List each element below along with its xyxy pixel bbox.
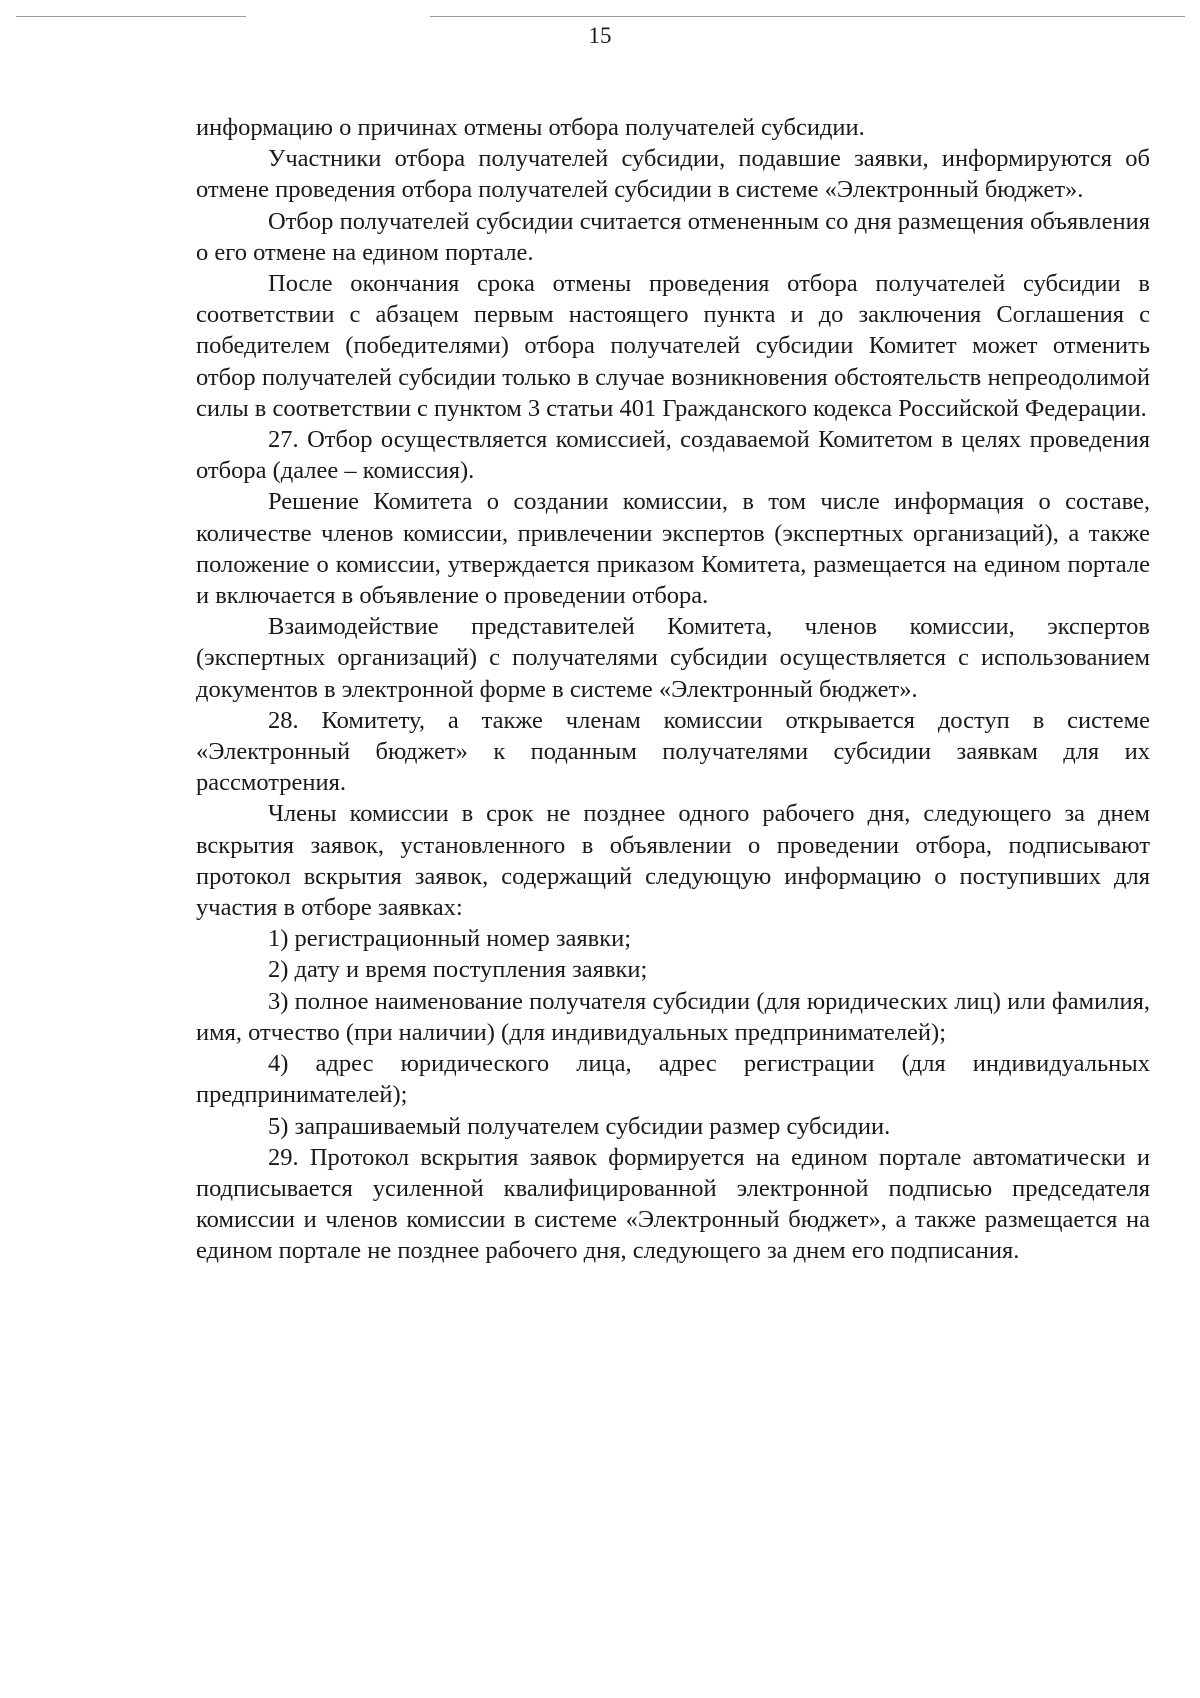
- list-item: 4) адрес юридического лица, адрес регистрации (для индивидуальных предпринимателей);: [196, 1050, 1150, 1109]
- paragraph: 29. Протокол вскрытия заявок формируется на едином портале автоматически и подписывается усиленной квалифицированной электронной подписью председателя комиссии и членов комиссии в системе «Электронный бюджет», а также размещается на едином портале не позднее рабочего дня, следующего за днем его подписания.: [196, 1143, 1150, 1265]
- list-item: 3) полное наименование получателя субсидии (для юридических лиц) или фамилия, имя, отчество (при наличии) (для индивидуальных предпринимателей);: [196, 987, 1150, 1046]
- paragraph: После окончания срока отмены проведения отбора получателей субсидии в соответствии с абзацем первым настоящего пункта и до заключения Соглашения с победителем (победителями) отбора получателей субсидии Комитет может отменить отбор получателей субсидии только в случае возникновения обстоятельств непреодолимой силы в соответствии с пунктом 3 статьи 401 Гражданского кодекса Российской Федерации.: [196, 270, 1150, 422]
- list-item: 1) регистрационный номер заявки;: [268, 925, 632, 953]
- page-number: 15: [588, 23, 612, 48]
- list-item: 5) запрашиваемый получателем субсидии размер субсидии.: [268, 1112, 891, 1140]
- scan-edge-left: [16, 16, 246, 17]
- paragraph: Участники отбора получателей субсидии, подавшие заявки, информируются об отмене проведения отбора получателей субсидии в системе «Электронный бюджет».: [196, 145, 1150, 204]
- document-body: [196, 112, 1150, 1267]
- paragraph: Решение Комитета о создании комиссии, в том числе информация о составе, количестве членов комиссии, привлечении экспертов (экспертных организаций), а также положение о комиссии, утверждается приказом Комитета, размещается на едином портале и включается в объявление о проведении отбора.: [196, 488, 1150, 610]
- paragraph: 27. Отбор осуществляется комиссией, создаваемой Комитетом в целях проведения отбора (далее – комиссия).: [196, 426, 1150, 485]
- paragraph: Члены комиссии в срок не позднее одного рабочего дня, следующего за днем вскрытия заявок, установленного в объявлении о проведении отбора, подписывают протокол вскрытия заявок, содержащий следующую информацию о поступивших для участия в отборе заявках:: [196, 800, 1150, 922]
- scan-edge-right: [430, 16, 1185, 17]
- paragraph: информацию о причинах отмены отбора получателей субсидии.: [196, 114, 865, 141]
- paragraph: Взаимодействие представителей Комитета, членов комиссии, экспертов (экспертных организаций) с получателями субсидии осуществляется с использованием документов в электронной форме в системе «Электронный бюджет».: [196, 613, 1150, 703]
- list-item: 2) дату и время поступления заявки;: [268, 956, 648, 984]
- paragraph: Отбор получателей субсидии считается отмененным со дня размещения объявления о его отмене на едином портале.: [196, 207, 1150, 266]
- paragraph: 28. Комитету, а также членам комиссии открывается доступ в системе «Электронный бюджет» к поданным получателями субсидии заявкам для их рассмотрения.: [196, 706, 1150, 797]
